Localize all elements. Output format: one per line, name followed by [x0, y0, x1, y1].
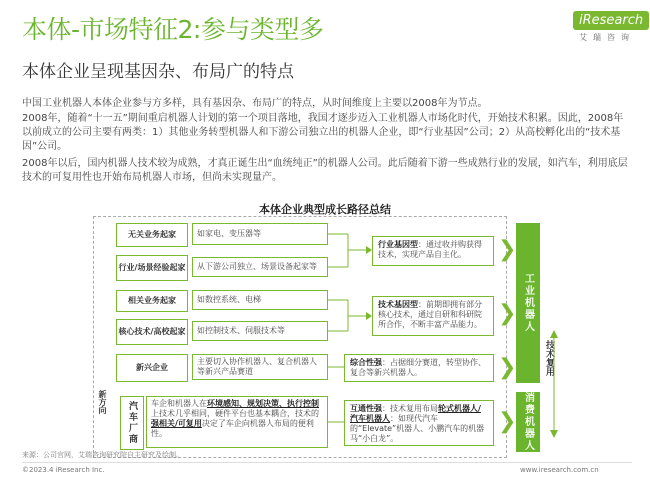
row-desc-related: 如数控系统、电梯	[192, 290, 328, 310]
chevron-right-icon: ❯	[498, 409, 517, 434]
paragraph-1: 中国工业机器人本体企业参与方多样，具有基因杂、布局广的特点，从时间维度上主要以2008年为节点。	[22, 98, 488, 109]
market-industrial: 工业机器人	[516, 223, 540, 383]
row-label-core-tech: 核心技术/高校起家	[116, 319, 188, 345]
paragraph-3: 2008年以后，国内机器人技术较为成熟，才真正诞生出“血统纯正”的机器人公司。此后随着下游一些成熟行业的发展，如汽车，利用底层技术的可复用性也开始布局机器人市场，但尚未实现量产。	[22, 158, 628, 183]
row-desc-auto: 车企和机器人在环境感知、规划决策、执行控制上技术几乎相同，硬件平台也基本耦合，技术的强相关/可复用决定了车企向机器人布局的便利性。	[146, 396, 328, 448]
footer-copyright: ©2023.4 iResearch Inc.	[22, 466, 105, 474]
footer-divider	[22, 462, 632, 463]
new-direction-label: 新方向	[98, 390, 107, 414]
diagram-title: 本体企业典型成长路径总结	[259, 203, 391, 216]
row-label-industry: 行业/场景经验起家	[116, 255, 188, 281]
row-label-related: 相关业务起家	[116, 290, 188, 312]
result-comprehensive: 综合性强：占据细分赛道，转型协作、复合等新兴机器人。	[344, 354, 494, 382]
logo-sub: 艾瑞咨询	[579, 33, 635, 42]
result-industry-gene: 行业基因型：通过收并购获得技术，实现产品自主化。	[372, 236, 494, 266]
result-interoperable: 互通性强：技术复用布局轮式机器人/汽车机器人：如现代汽车的“Elevate”机器人、小鹏汽车的机器马“小白龙”。	[344, 400, 494, 446]
chevron-right-icon: ❯	[498, 301, 517, 326]
chevron-right-icon: ❯	[498, 355, 517, 380]
page-title: 本体-市场特征2:参与类型多	[22, 15, 324, 44]
market-consumer: 消费机器人	[516, 392, 540, 452]
row-label-auto: 汽车厂商	[120, 396, 144, 450]
page-subtitle: 本体企业呈现基因杂、布局广的特点	[22, 62, 294, 82]
row-label-unrelated: 无关业务起家	[116, 223, 188, 247]
row-label-emerging: 新兴企业	[116, 354, 188, 382]
result-tech-gene: 技术基因型：前期即拥有部分核心技术，通过自研和科研院所合作，不断丰富产品能力。	[372, 296, 494, 336]
chevron-right-icon: ❯	[498, 237, 517, 262]
footer-url[interactable]: www.iresearch.com.cn	[520, 466, 599, 474]
row-desc-emerging: 主要切入协作机器人、复合机器人等新兴产品赛道	[192, 354, 328, 380]
row-desc-industry: 从下游公司独立、场景设备起家等	[192, 257, 328, 277]
row-desc-unrelated: 如家电、变压器等	[192, 223, 328, 245]
row-desc-core-tech: 如控制技术、伺服技术等	[192, 321, 328, 341]
logo-brand: iResearch	[573, 11, 649, 30]
tech-reuse-arrow	[540, 330, 560, 440]
iresearch-logo	[573, 9, 644, 43]
source-note: 来源：公司官网，艾瑞咨询研究院自主研究及绘制。	[22, 451, 183, 459]
paragraph-2: 2008年，随着“十一五”期间重启机器人计划的第一个项目落地，我国才逐步迈入工业机器人市场化时代，开始技术积累。因此，2008年以前成立的公司主要有两类：1）其他业务转型机器人和下游公司独立出的机器人企业，即“行业基因”公司；2）从高校孵化出的“技术基因”公司。	[22, 113, 624, 152]
tech-reuse-label: 技术复用	[544, 340, 554, 376]
